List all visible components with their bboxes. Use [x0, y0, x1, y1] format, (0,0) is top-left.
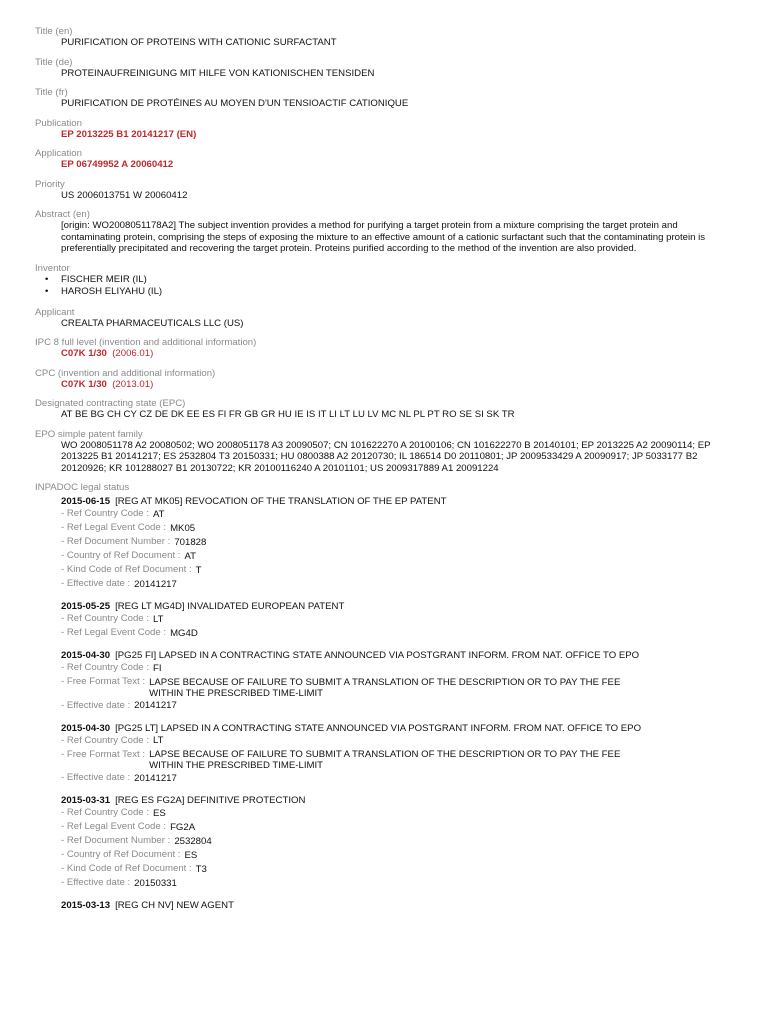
- ipc-date: (2006.01): [112, 348, 154, 359]
- applicant-label: Applicant: [35, 306, 75, 318]
- event-field-value: MK05: [170, 522, 196, 534]
- application-section: [35, 148, 735, 171]
- event-field-value: 20141217: [134, 578, 177, 590]
- event-field-value: T: [195, 564, 202, 576]
- publication-section: [35, 118, 735, 141]
- event-field-value: T3: [195, 863, 207, 875]
- event-field-value: 20141217: [134, 700, 177, 711]
- event-date: 2015-04-30: [61, 722, 111, 734]
- event-field-key: - Kind Code of Ref Document :: [61, 564, 192, 575]
- legal-event: [35, 601, 735, 640]
- legal-event: [35, 723, 735, 786]
- event-date: 2015-06-15: [61, 496, 111, 507]
- designated-label: Designated contracting state (EPC): [35, 398, 186, 409]
- event-title: [REG AT MK05] REVOCATION OF THE TRANSLATION OF THE EP PATENT: [115, 496, 447, 507]
- event-field-key: - Effective date :: [61, 699, 131, 711]
- inventor-item: • HAROSH ELIYAHU (IL): [45, 286, 735, 299]
- legal-event: [35, 650, 735, 713]
- abstract-text: [origin: WO2008051178A2] The subject invention provides a method for purifying a target protein from a mixture comprising the target protein and contaminating protein, comprising the steps of exposing the mixture to an effective amount of a cationic surfactant such that the contaminating protein is preferentially precipitated and recovering the target protein. Proteins purified according to the method of the invention are also provided.: [61, 220, 706, 254]
- designated-section: [35, 398, 735, 421]
- title-fr-value: PURIFICATION DE PROTÉINES AU MOYEN D'UN TENSIOACTIF CATIONIQUE: [61, 98, 409, 109]
- publication-label: Publication: [35, 117, 82, 129]
- event-title: [REG LT MG4D] INVALIDATED EUROPEAN PATENT: [115, 601, 345, 612]
- event-field-value: 701828: [174, 536, 207, 548]
- abstract-section: [35, 209, 735, 255]
- legal-event: [35, 900, 735, 911]
- event-field-value: LT: [152, 735, 164, 746]
- family-label: EPO simple patent family: [35, 428, 143, 440]
- event-field-value: FG2A: [170, 821, 196, 833]
- application-link[interactable]: EP 06749952 A 20060412: [61, 159, 174, 170]
- event-title: [PG25 FI] LAPSED IN A CONTRACTING STATE ANNOUNCED VIA POSTGRANT INFORM. FROM NAT. OFFICE TO EPO: [115, 650, 640, 661]
- event-field-key: - Country of Ref Document :: [61, 550, 181, 561]
- ipc-section: [35, 337, 735, 360]
- event-field-value: 20141217: [134, 772, 177, 784]
- event-field-value: MG4D: [170, 627, 198, 639]
- event-field-value: AT: [152, 508, 165, 520]
- event-field-key: - Free Format Text :: [61, 676, 146, 687]
- event-title: [REG ES FG2A] DEFINITIVE PROTECTION: [115, 795, 306, 806]
- cpc-code-link[interactable]: C07K 1/30: [61, 378, 107, 390]
- event-field-value: 2532804: [174, 835, 212, 847]
- cpc-section: [35, 368, 735, 391]
- event-field-key: - Ref Country Code :: [61, 613, 149, 624]
- event-title: [REG CH NV] NEW AGENT: [115, 900, 234, 911]
- event-field-value: LAPSE BECAUSE OF FAILURE TO SUBMIT A TRANSLATION OF THE DESCRIPTION OR TO PAY THE FEE WITHIN THE PRESCRIBED TIME-LIMIT: [149, 676, 621, 699]
- event-date: 2015-04-30: [61, 650, 111, 661]
- event-field-key: - Ref Document Number :: [61, 835, 171, 846]
- priority-label: Priority: [35, 178, 65, 190]
- cpc-label: CPC (invention and additional information): [35, 367, 216, 379]
- event-field-key: - Ref Country Code :: [61, 734, 149, 746]
- event-field-key: - Kind Code of Ref Document :: [61, 863, 192, 874]
- event-field-key: - Ref Country Code :: [61, 508, 149, 519]
- event-field-value: FI: [152, 662, 162, 674]
- event-field-value: ES: [184, 849, 198, 861]
- applicant-section: [35, 307, 735, 330]
- title-fr-label: Title (fr): [35, 87, 68, 98]
- event-field-key: - Ref Document Number :: [61, 536, 171, 547]
- abstract-label: Abstract (en): [35, 209, 90, 220]
- legal-event: [35, 795, 735, 890]
- inventor-item: • FISCHER MEIR (IL): [45, 274, 735, 287]
- event-field-value: AT: [184, 550, 196, 562]
- ipc-label: IPC 8 full level (invention and additional information): [35, 337, 257, 348]
- title-de-section: [35, 57, 735, 80]
- legal-status-label: INPADOC legal status: [35, 482, 130, 493]
- event-field-value: ES: [152, 807, 166, 819]
- event-date: 2015-05-25: [61, 601, 111, 612]
- priority-value: US 2006013751 W 20060412: [61, 189, 188, 201]
- event-field-key: - Ref Country Code :: [61, 807, 149, 818]
- event-title: [PG25 LT] LAPSED IN A CONTRACTING STATE ANNOUNCED VIA POSTGRANT INFORM. FROM NAT. OFFICE TO EPO: [115, 722, 642, 734]
- event-field-key: - Ref Legal Event Code :: [61, 522, 167, 533]
- family-value: WO 2008051178 A2 20080502; WO 2008051178 A3 20090507; CN 101622270 A 20100106; CN 101622270 B 20140101; EP 2013225 A2 20090114; EP 2013225 B1 20141217; ES 2532804 T3 20150331; HU 0800388 A2 20120730; IL 186514 D0 20110801; JP 2009533429 A 20090917; JP 5033177 B2 20120926; KR 101288027 B1 20130722; KR 20100116240 A 20101101; US 2009317889 A1 20091224: [61, 439, 711, 474]
- legal-status-section: [35, 482, 735, 911]
- family-section: [35, 429, 735, 475]
- event-field-value: 20150331: [134, 877, 177, 889]
- application-label: Application: [35, 148, 82, 159]
- event-field-key: - Effective date :: [61, 578, 131, 589]
- title-en-label: Title (en): [35, 26, 73, 37]
- event-field-key: - Effective date :: [61, 772, 131, 783]
- event-field-key: - Ref Legal Event Code :: [61, 821, 167, 832]
- legal-event: [35, 496, 735, 591]
- publication-link[interactable]: EP 2013225 B1 20141217 (EN): [61, 128, 197, 140]
- event-field-value: LT: [152, 613, 164, 625]
- event-field-key: - Ref Legal Event Code :: [61, 627, 167, 638]
- applicant-value: CREALTA PHARMACEUTICALS LLC (US): [61, 317, 244, 329]
- inventor-list: [45, 274, 735, 299]
- title-fr-section: [35, 87, 735, 110]
- ipc-code-link[interactable]: C07K 1/30: [61, 348, 107, 359]
- inventor-section: [35, 263, 735, 299]
- cpc-date: (2013.01): [112, 378, 154, 390]
- event-field-key: - Ref Country Code :: [61, 662, 149, 673]
- title-de-label: Title (de): [35, 56, 73, 68]
- event-field-key: - Effective date :: [61, 877, 131, 888]
- title-de-value: PROTEINAUFREINIGUNG MIT HILFE VON KATIONISCHEN TENSIDEN: [61, 67, 375, 79]
- priority-section: [35, 179, 735, 202]
- designated-value: AT BE BG CH CY CZ DE DK EE ES FI FR GB GR HU IE IS IT LI LT LU LV MC NL PL PT RO SE SI SK TR: [61, 409, 515, 420]
- event-date: 2015-03-13: [61, 900, 111, 911]
- event-date: 2015-03-31: [61, 795, 111, 806]
- event-field-key: - Country of Ref Document :: [61, 849, 181, 860]
- title-en-section: [35, 26, 735, 49]
- inventor-label: Inventor: [35, 262, 70, 274]
- event-field-key: - Free Format Text :: [61, 748, 146, 760]
- title-en-value: PURIFICATION OF PROTEINS WITH CATIONIC SURFACTANT: [61, 37, 337, 48]
- event-field-value: LAPSE BECAUSE OF FAILURE TO SUBMIT A TRANSLATION OF THE DESCRIPTION OR TO PAY THE FEE WITHIN THE PRESCRIBED TIME-LIMIT: [149, 749, 621, 771]
- patent-record: [35, 26, 735, 921]
